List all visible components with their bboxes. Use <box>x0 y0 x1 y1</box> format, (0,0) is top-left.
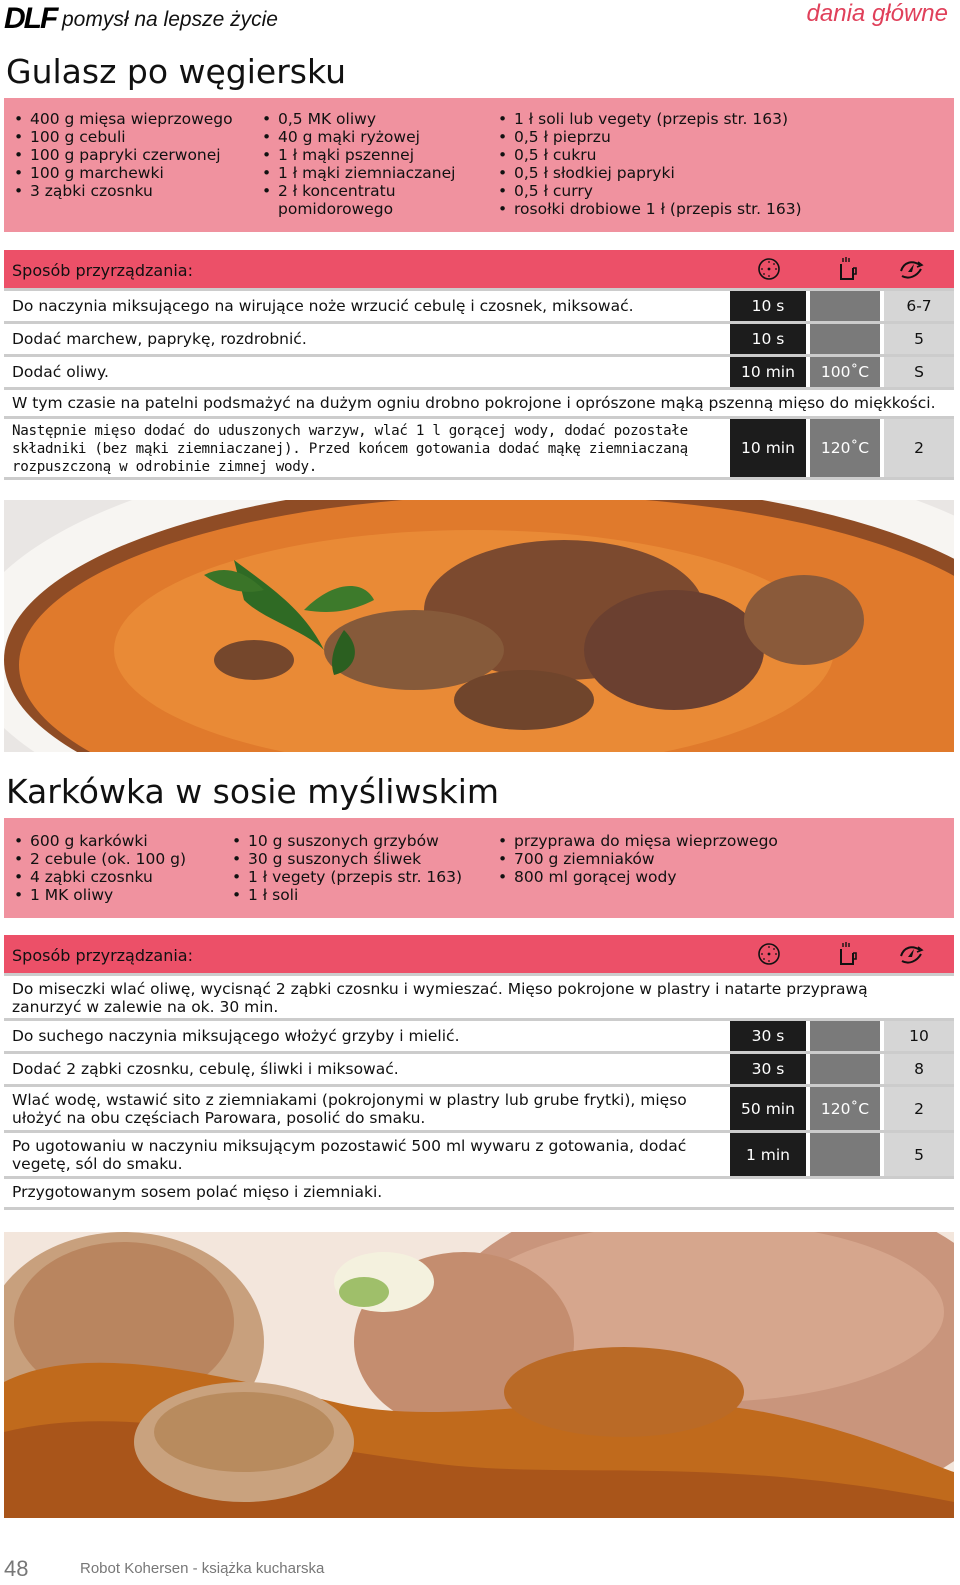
ingredient-item: • 1 ł soli <box>232 886 492 904</box>
method-header <box>4 935 954 973</box>
step-text: Przygotowanym sosem polać mięso i ziemniaki. <box>12 1183 383 1201</box>
ingredient-item: • przyprawa do mięsa wieprzowego <box>498 832 918 850</box>
ingredient-item: • 3 ząbki czosnku <box>14 182 244 200</box>
step-time: 10 min <box>730 419 806 477</box>
step-row <box>4 1084 954 1130</box>
step-row <box>4 973 954 1018</box>
step-speed: 8 <box>884 1054 954 1084</box>
ingredient-item: • 0,5 ł pieprzu <box>498 128 918 146</box>
ingredients-column-2 <box>232 832 492 904</box>
ingredient-item: • 700 g ziemniaków <box>498 850 918 868</box>
method-header <box>4 250 954 288</box>
step-temp <box>810 1133 880 1176</box>
goulash-photo <box>4 500 954 752</box>
step-temp <box>810 1021 880 1051</box>
step-time: 30 s <box>730 1021 806 1051</box>
category-label: dania główne <box>806 0 948 27</box>
ingredients-column-1 <box>14 110 244 200</box>
step-temp <box>810 324 880 354</box>
ingredient-item: • 0,5 MK oliwy <box>262 110 482 128</box>
ingredient-item: • 1 ł vegety (przepis str. 163) <box>232 868 492 886</box>
method-table <box>4 935 954 1234</box>
ingredient-item: • 2 ł koncentratu pomidorowego <box>262 182 408 218</box>
ingredient-item: • 1 ł mąki pszennej <box>262 146 482 164</box>
step-speed: 2 <box>884 419 954 477</box>
step-speed: 2 <box>884 1087 954 1130</box>
recipe-title: Karkówka w sosie myśliwskim <box>6 772 500 811</box>
step-row <box>4 321 954 354</box>
thermometer-icon <box>834 941 860 967</box>
step-text: Dodać 2 ząbki czosnku, cebulę, śliwki i miksować. <box>12 1060 399 1078</box>
ingredient-item: • 0,5 ł cukru <box>498 146 918 164</box>
step-text: W tym czasie na patelni podsmażyć na dużym ogniu drobno pokrojone i oprószone mąką pszenną mięso do miękkości. <box>12 394 936 412</box>
ingredient-item: • 800 ml gorącej wody <box>498 868 918 886</box>
speed-icon <box>898 941 924 967</box>
step-row <box>4 387 954 416</box>
ingredient-item: • 100 g marchewki <box>14 164 244 182</box>
recipe-title: Gulasz po węgiersku <box>6 52 346 91</box>
step-time: 30 s <box>730 1054 806 1084</box>
thermometer-icon <box>834 256 860 282</box>
step-text: Dodać marchew, paprykę, rozdrobnić. <box>12 330 307 348</box>
step-row <box>4 354 954 387</box>
ingredients-column-2 <box>262 110 482 218</box>
ingredient-item: • 4 ząbki czosnku <box>14 868 224 886</box>
ingredient-item: • 400 g mięsa wieprzowego <box>14 110 244 128</box>
step-row-empty <box>4 1207 954 1234</box>
step-temp: 100˚C <box>810 357 880 387</box>
method-table <box>4 250 954 504</box>
step-text: Do miseczki wlać oliwę, wycisnąć 2 ząbki czosnku i wymieszać. Mięso pokrojone w plastry i natarte przyprawą zanurzyć w zalewie na ok. 30 min. <box>12 980 868 1016</box>
step-row <box>4 1051 954 1084</box>
step-temp: 120˚C <box>810 1087 880 1130</box>
step-text: Następnie mięso dodać do uduszonych warzyw, wlać 1 l gorącej wody, dodać pozostałe składniki (bez mąki ziemniaczanej). Przed końcem gotowania dodać mąkę ziemniaczaną rozpuszczoną w odrobinie zimnej wody. <box>12 423 688 475</box>
step-speed: 5 <box>884 324 954 354</box>
step-text: Dodać oliwy. <box>12 363 109 381</box>
step-row <box>4 416 954 477</box>
pork-neck-photo <box>4 1232 954 1518</box>
step-speed: 6-7 <box>884 291 954 321</box>
ingredient-item: • 1 MK oliwy <box>14 886 224 904</box>
tagline: pomysł na lepsze życie <box>62 8 278 31</box>
ingredient-item: • 2 cebule (ok. 100 g) <box>14 850 224 868</box>
brand-logo: DLF <box>4 2 57 35</box>
step-speed: 5 <box>884 1133 954 1176</box>
step-time: 10 s <box>730 324 806 354</box>
ingredient-item: • 1 ł soli lub vegety (przepis str. 163) <box>498 110 918 128</box>
ingredients-panel <box>4 98 954 232</box>
step-time: 10 s <box>730 291 806 321</box>
page-number: 48 <box>4 1556 29 1581</box>
ingredient-item: • 0,5 ł curry <box>498 182 918 200</box>
step-temp <box>810 1054 880 1084</box>
ingredient-item: • 600 g karkówki <box>14 832 224 850</box>
step-temp <box>810 291 880 321</box>
method-label: Sposób przyrządzania: <box>12 946 193 965</box>
speed-icon <box>898 256 924 282</box>
footer-text: Robot Kohersen - książka kucharska <box>80 1560 325 1577</box>
ingredient-item: • 30 g suszonych śliwek <box>232 850 492 868</box>
step-text: Do naczynia miksującego na wirujące noże wrzucić cebulę i czosnek, miksować. <box>12 297 634 315</box>
step-speed: 10 <box>884 1021 954 1051</box>
step-text: Po ugotowaniu w naczyniu miksującym pozostawić 500 ml wywaru z gotowania, dodać vegetę, sól do smaku. <box>12 1137 687 1173</box>
step-text: Do suchego naczynia miksującego włożyć grzyby i mielić. <box>12 1027 460 1045</box>
ingredient-item: • 100 g cebuli <box>14 128 244 146</box>
ingredient-item: • 0,5 ł słodkiej papryki <box>498 164 918 182</box>
step-time: 50 min <box>730 1087 806 1130</box>
step-text: Wlać wodę, wstawić sito z ziemniakami (pokrojonymi w plastry lub grube frytki), mięso ułożyć na obu częściach Parowara, posolić do smaku. <box>12 1091 687 1127</box>
ingredient-item: • rosołki drobiowe 1 ł (przepis str. 163) <box>498 200 918 218</box>
step-row <box>4 1130 954 1176</box>
timer-icon <box>756 256 782 282</box>
step-temp: 120˚C <box>810 419 880 477</box>
step-time: 1 min <box>730 1133 806 1176</box>
step-row <box>4 1176 954 1207</box>
ingredients-column-1 <box>14 832 224 904</box>
step-time: 10 min <box>730 357 806 387</box>
ingredient-item: • 1 ł mąki ziemniaczanej <box>262 164 482 182</box>
ingredients-column-3 <box>498 832 918 886</box>
step-row <box>4 288 954 321</box>
ingredient-item: • 40 g mąki ryżowej <box>262 128 482 146</box>
ingredient-item: • 100 g papryki czerwonej <box>14 146 244 164</box>
ingredient-item: • 10 g suszonych grzybów <box>232 832 492 850</box>
ingredients-column-3 <box>498 110 918 218</box>
method-label: Sposób przyrządzania: <box>12 261 193 280</box>
ingredients-panel <box>4 818 954 918</box>
step-speed: S <box>884 357 954 387</box>
step-row <box>4 1018 954 1051</box>
timer-icon <box>756 941 782 967</box>
